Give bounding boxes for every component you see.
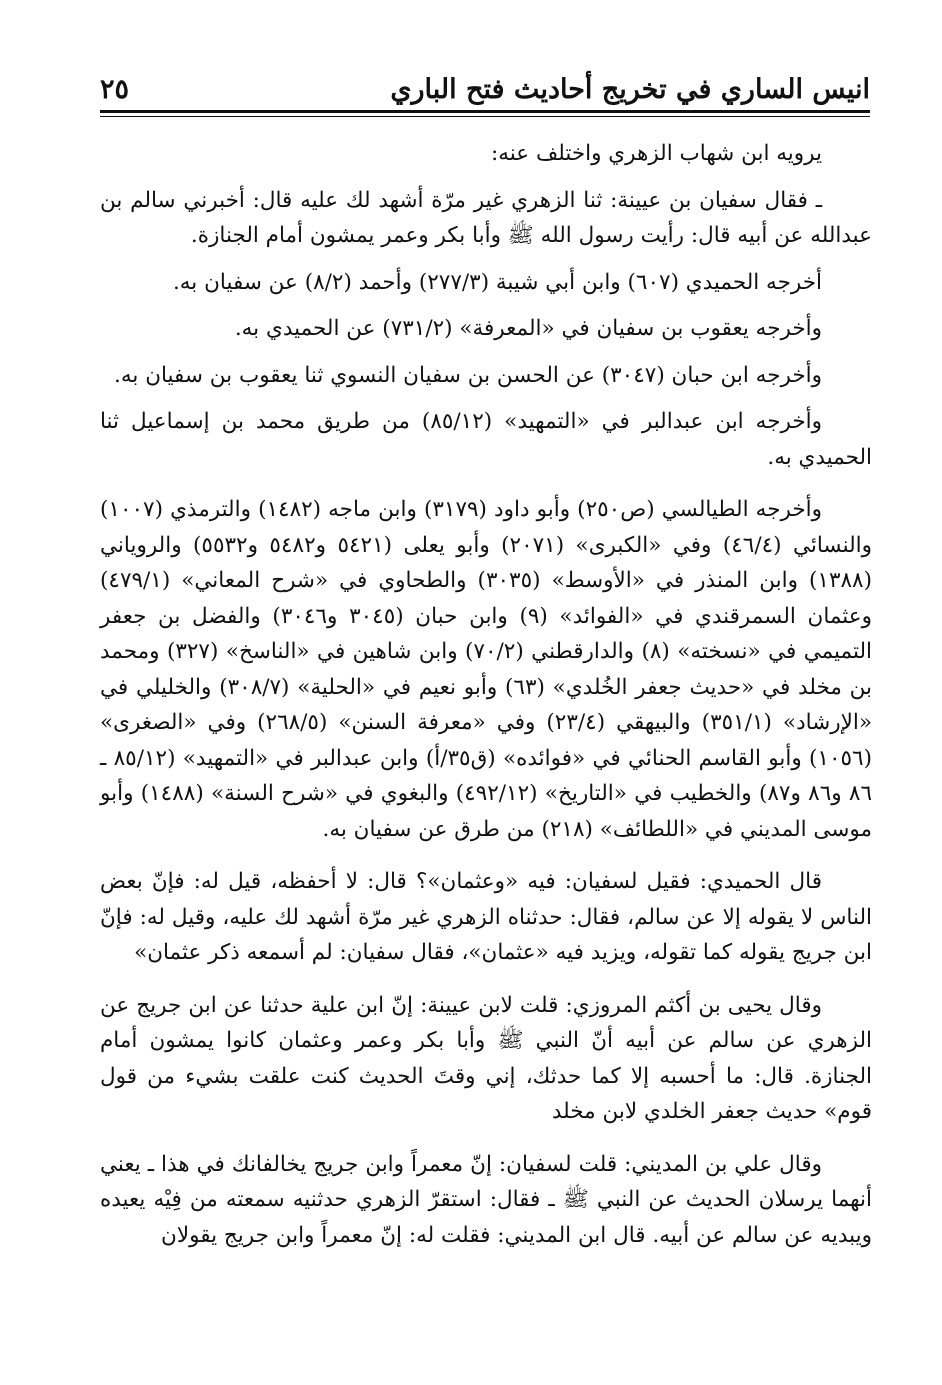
- paragraph: يرويه ابن شهاب الزهري واختلف عنه:: [491, 141, 822, 166]
- paragraph: وقال يحيى بن أكثم المروزي: قلت لابن عيينة: إنّ ابن علية حدثنا عن ابن جريج عن الزهري عن سالم عن أبيه أنّ النبي ﷺ وأبا بكر وعمر وعثمان كانوا يمشون أمام الجنازة. قال: ما أحسبه إلا كما حدثك، إني وقتَ الحديث كنت علقت بشيء من قول قوم» حديث جعفر الخلدي لابن مخلد: [100, 992, 872, 1124]
- paragraph: وقال علي بن المديني: قلت لسفيان: إنّ معمراً وابن جريج يخالفانك في هذا ـ يعني أنهما يرسلان الحديث عن النبي ﷺ ـ فقال: استقرّ الزهري حدثنيه سمعته من فِيْه يعيده ويبديه عن سالم عن أبيه. قال ابن المديني: فقلت له: إنّ معمراً وابن جريج يقولان: [100, 1151, 872, 1248]
- page-number: ٢٥: [100, 74, 130, 105]
- body-text: [100, 136, 872, 1253]
- running-title: انيس الساري في تخريج أحاديث فتح الباري: [390, 74, 870, 105]
- page-header: [100, 70, 870, 116]
- paragraph: أخرجه الحميدي (٦٠٧) وابن أبي شيبة (٢٧٧/٣) وأحمد (٨/٢) عن سفيان به.: [172, 269, 822, 295]
- paragraph: وأخرجه ابن عبدالبر في «التمهيد» (٨٥/١٢) من طريق محمد بن إسماعيل ثنا الحميدي به.: [100, 409, 872, 470]
- paragraph: وأخرجه الطيالسي (ص٢٥٠) وأبو داود (٣١٧٩) وابن ماجه (١٤٨٢) والترمذي (١٠٠٧) والنسائي (٤٦/٤) وفي «الكبرى» (٢٠٧١) وأبو يعلى (٥٤٢١ و٥٤٨٢ و٥٥٣٢) والروياني (١٣٨٨) وابن المنذر في «الأوسط» (٣٠٣٥) والطحاوي في «شرح المعاني» (٤٧٩/١) وعثمان السمرقندي في «الفوائد» (٩) وابن حبان (٣٠٤٥ و٣٠٤٦) والفضل بن جعفر التميمي في «نسخته» (٨) والدارقطني (٧٠/٢) وابن شاهين في «الناسخ» (٣٢٧) ومحمد بن مخلد في «حديث جعفر الخُلدي» (٦٣) وأبو نعيم في «الحلية» (٣٠٨/٧) والخليلي في «الإرشاد» (٣٥١/١) والبيهقي (٢٣/٤) وفي «معرفة السنن» (٢٦٨/٥) وفي «الصغرى» (١٠٥٦) وأبو القاسم الحنائي في «فوائده» (ق٣٥/أ) وابن عبدالبر في «التمهيد» (٨٥/١٢ ـ ٨٦ و٨٦ و٨٧) والخطيب في «التاريخ» (٤٩٢/١٢) والبغوي في «شرح السنة» (١٤٨٨) وأبو موسى المديني في «اللطائف» (٢١٨) من طرق عن سفيان به.: [100, 497, 873, 842]
- paragraph: وأخرجه يعقوب بن سفيان في «المعرفة» (٧٣١/٢) عن الحميدي به.: [234, 316, 822, 341]
- paragraph: وأخرجه ابن حبان (٣٠٤٧) عن الحسن بن سفيان النسوي ثنا يعقوب بن سفيان به.: [114, 362, 822, 388]
- header-rule-thick: [100, 110, 870, 113]
- paragraph: قال الحميدي: فقيل لسفيان: فيه «وعثمان»؟ قال: لا أحفظه، قيل له: فإنّ بعض الناس لا يقوله إلا عن سالم، فقال: حدثناه الزهري غير مرّة أشهد لك عليه، وقيل له: فإنّ ابن جريج يقوله كما تقوله، ويزيد فيه «عثمان»، فقال سفيان: لم أسمعه ذكر عثمان»: [100, 869, 872, 965]
- header-rule-thin: [100, 116, 870, 117]
- paragraph: ـ فقال سفيان بن عيينة: ثنا الزهري غير مرّة أشهد لك عليه قال: أخبرني سالم بن عبدالله عن أبيه قال: رأيت رسول الله ﷺ وأبا بكر وعمر يمشون أمام الجنازة.: [100, 187, 872, 248]
